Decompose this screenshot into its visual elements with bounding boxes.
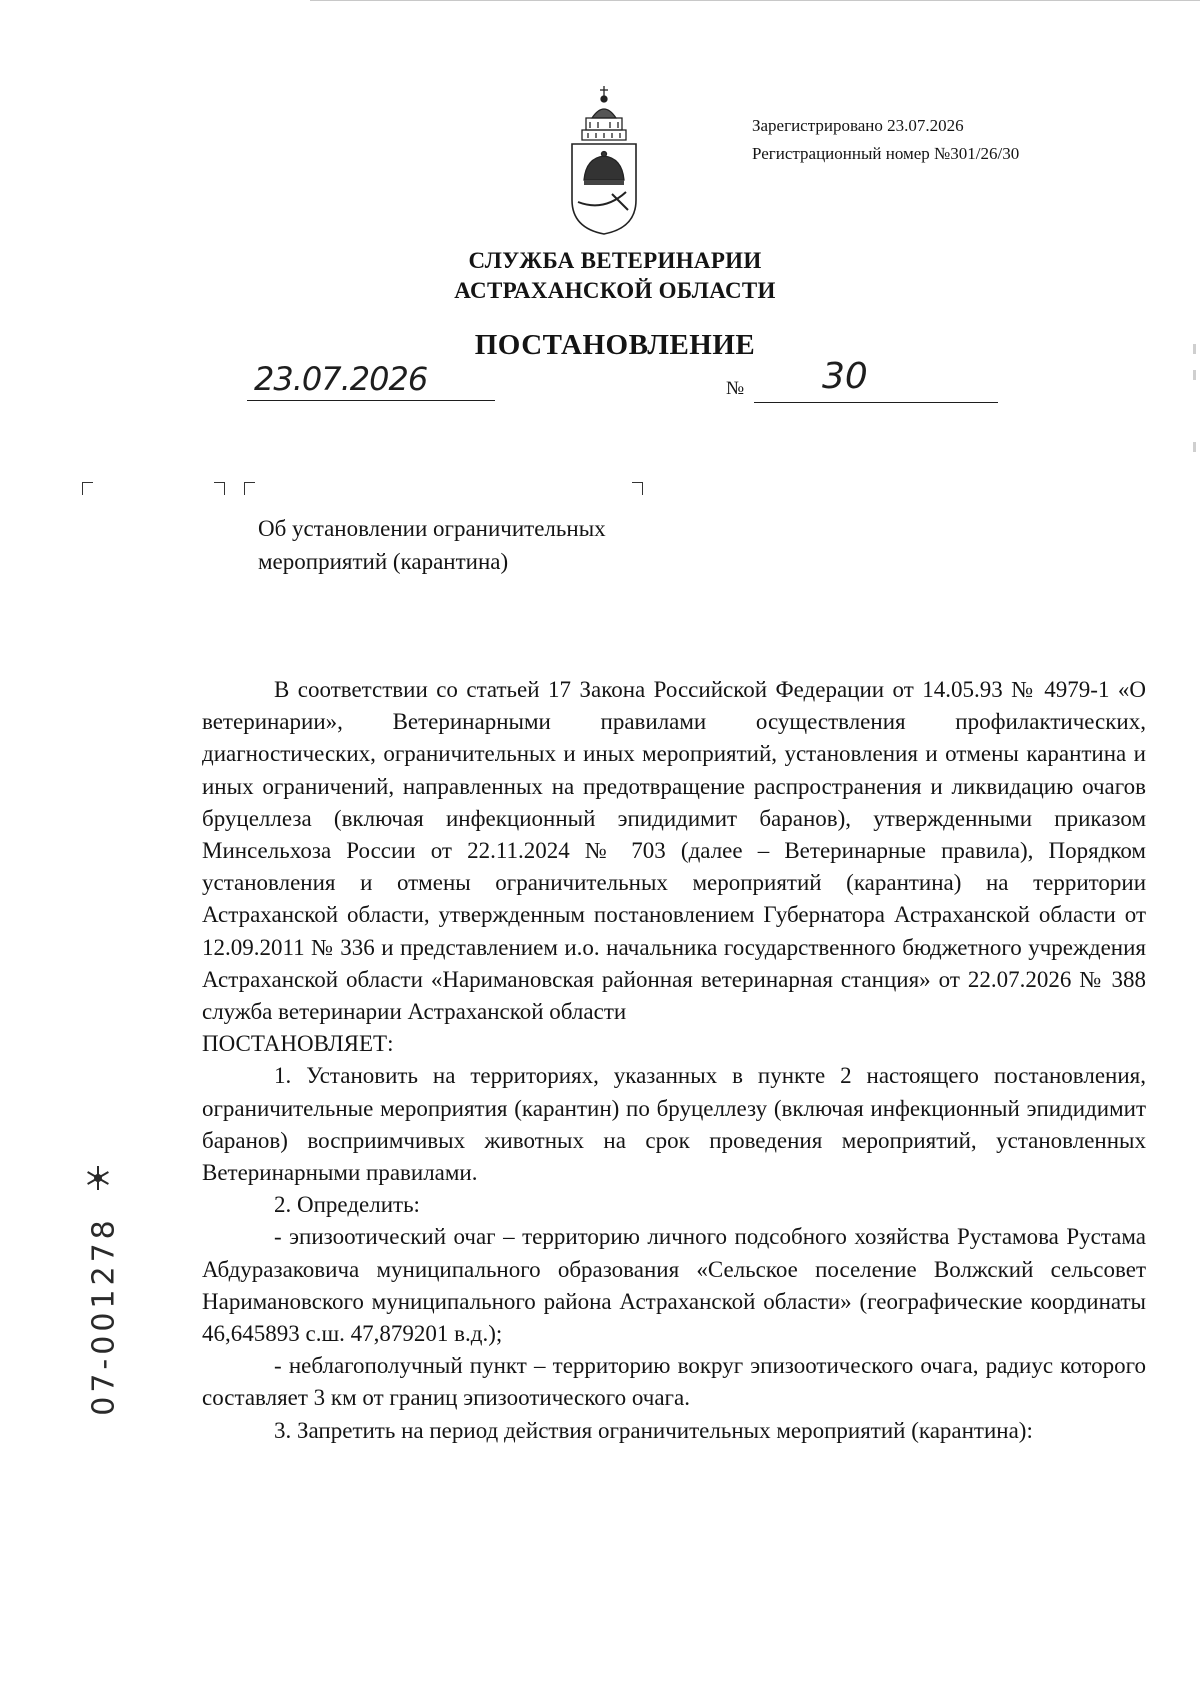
document-type: ПОСТАНОВЛЕНИЕ: [474, 329, 756, 361]
scan-edge-mark: [1193, 344, 1196, 354]
preamble-paragraph: В соответствии со статьей 17 Закона Российской Федерации от 14.05.93 № 4979-1 «О ветеринарии», Ветеринарными правилами осуществления профилактических, диагностических, ограничительных и иных мероприятий, установления и отмены карантина и иных ограничений, направленных на предотвращение распространения и ликвидацию очагов бруцеллеза (включая инфекционный эпидидимит баранов), утвержденными приказом Минсельхоза России от 22.11.2024 № 703 (далее – Ветеринарные правила), Порядком установления и отмены ограничительных мероприятий (карантина) на территории Астраханской области, утвержденным постановлением Губернатора Астраханской области от 12.09.2011 № 336 и представлением и.о. начальника государственного бюджетного учреждения Астраханской области «Наримановская районная ветеринарная станция» от 22.07.2026 № 388 служба ветеринарии Астраханской области: [202, 677, 1146, 1025]
registration-number: Регистрационный номер №301/26/30: [752, 144, 1020, 163]
organization-name: [370, 246, 860, 306]
scan-edge-mark: [1193, 370, 1196, 380]
decree-word: ПОСТАНОВЛЯЕТ:: [202, 1031, 394, 1057]
document-subject: [258, 512, 606, 578]
subject-line-2: мероприятий (карантина): [258, 549, 509, 574]
subject-corner-mark: [244, 482, 255, 495]
handwritten-number: 30: [822, 356, 868, 397]
subject-line-1: Об установлении ограничительных: [258, 516, 606, 541]
subject-corner-mark: [632, 482, 643, 495]
margin-registration-stamp: 07-001278: [86, 1216, 122, 1416]
registration-date: Зарегистрировано 23.07.2026: [752, 116, 964, 135]
number-underline: [754, 402, 998, 403]
number-sign: №: [726, 378, 745, 399]
coat-of-arms-icon: [566, 84, 642, 238]
margin-corner-mark: [82, 482, 93, 495]
document-body: [202, 674, 1146, 1447]
organization-line-1: СЛУЖБА ВЕТЕРИНАРИИ: [468, 248, 762, 273]
item-3: 3. Запретить на период действия ограничительных мероприятий (карантина):: [274, 1417, 1033, 1443]
snowflake-icon: [84, 1164, 112, 1192]
scan-top-edge: [310, 0, 1200, 1]
item-2-area: - неблагополучный пункт – территорию вокруг эпизоотического очага, радиус которого составляет 3 км от границ эпизоотического очага.: [202, 1353, 1146, 1411]
item-2-focus: - эпизоотический очаг – территорию личного подсобного хозяйства Рустамова Рустама Абдуразаковича муниципального образования «Сельское поселение Волжский сельсовет Наримановского муниципального района Астраханской области» (географические координаты 46,645893 с.ш. 47,879201 в.д.);: [202, 1224, 1146, 1347]
item-1: 1. Установить на территориях, указанных в пункте 2 настоящего постановления, ограничительные мероприятия (карантин) по бруцеллезу (включая инфекционный эпидидимит баранов) восприимчивых животных на срок проведения мероприятий, установленных Ветеринарными правилами.: [202, 1063, 1146, 1186]
scan-edge-mark: [1193, 442, 1196, 452]
margin-corner-mark: [214, 482, 225, 495]
registration-stamp: [752, 112, 1019, 168]
date-underline: [247, 400, 495, 401]
item-2: 2. Определить:: [274, 1192, 420, 1218]
organization-line-2: АСТРАХАНСКОЙ ОБЛАСТИ: [454, 278, 776, 303]
handwritten-date: 23.07.2026: [254, 360, 428, 398]
